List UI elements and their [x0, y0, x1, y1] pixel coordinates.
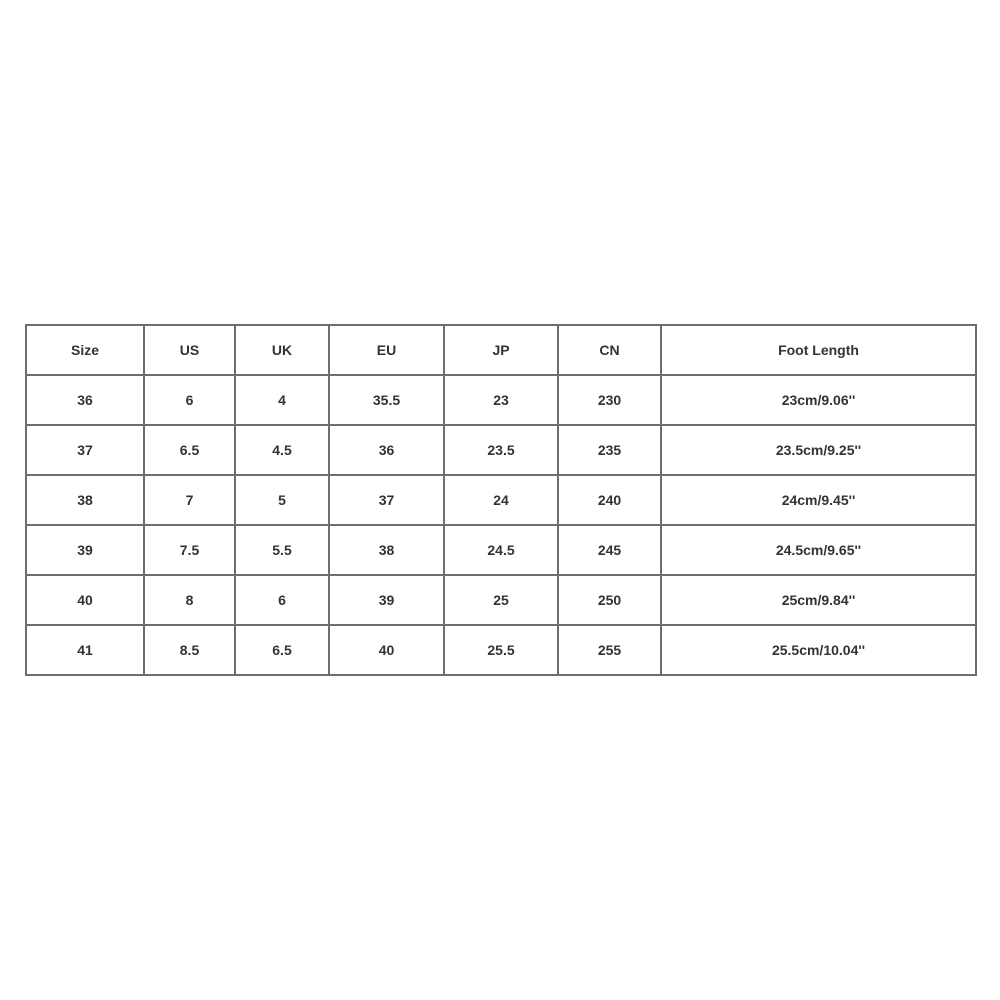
cell-us: 7: [144, 475, 235, 525]
cell-eu: 39: [329, 575, 444, 625]
table-row: [26, 625, 976, 675]
cell-jp: 25.5: [444, 625, 558, 675]
header-cn: CN: [558, 325, 661, 375]
cell-uk: 5: [235, 475, 329, 525]
header-jp: JP: [444, 325, 558, 375]
cell-cn: 230: [558, 375, 661, 425]
cell-eu: 36: [329, 425, 444, 475]
cell-size: 37: [26, 425, 144, 475]
header-eu: EU: [329, 325, 444, 375]
table-header-row: [26, 325, 976, 375]
cell-jp: 25: [444, 575, 558, 625]
cell-size: 41: [26, 625, 144, 675]
cell-foot-length: 23cm/9.06'': [661, 375, 976, 425]
cell-cn: 245: [558, 525, 661, 575]
cell-uk: 6: [235, 575, 329, 625]
cell-jp: 23.5: [444, 425, 558, 475]
cell-us: 6: [144, 375, 235, 425]
cell-us: 6.5: [144, 425, 235, 475]
table-row: [26, 375, 976, 425]
cell-foot-length: 23.5cm/9.25'': [661, 425, 976, 475]
cell-uk: 5.5: [235, 525, 329, 575]
header-foot-length: Foot Length: [661, 325, 976, 375]
cell-cn: 250: [558, 575, 661, 625]
table-row: [26, 425, 976, 475]
cell-size: 40: [26, 575, 144, 625]
cell-foot-length: 24cm/9.45'': [661, 475, 976, 525]
cell-uk: 6.5: [235, 625, 329, 675]
cell-cn: 255: [558, 625, 661, 675]
cell-size: 39: [26, 525, 144, 575]
header-uk: UK: [235, 325, 329, 375]
cell-foot-length: 25cm/9.84'': [661, 575, 976, 625]
table-row: [26, 525, 976, 575]
cell-uk: 4.5: [235, 425, 329, 475]
cell-jp: 23: [444, 375, 558, 425]
size-chart-table: [25, 324, 977, 676]
header-us: US: [144, 325, 235, 375]
cell-size: 38: [26, 475, 144, 525]
cell-eu: 40: [329, 625, 444, 675]
cell-us: 8: [144, 575, 235, 625]
cell-foot-length: 25.5cm/10.04'': [661, 625, 976, 675]
cell-size: 36: [26, 375, 144, 425]
cell-us: 7.5: [144, 525, 235, 575]
table-row: [26, 475, 976, 525]
header-size: Size: [26, 325, 144, 375]
cell-foot-length: 24.5cm/9.65'': [661, 525, 976, 575]
cell-cn: 240: [558, 475, 661, 525]
table-row: [26, 575, 976, 625]
cell-us: 8.5: [144, 625, 235, 675]
cell-uk: 4: [235, 375, 329, 425]
cell-eu: 38: [329, 525, 444, 575]
cell-cn: 235: [558, 425, 661, 475]
cell-jp: 24: [444, 475, 558, 525]
cell-jp: 24.5: [444, 525, 558, 575]
cell-eu: 35.5: [329, 375, 444, 425]
cell-eu: 37: [329, 475, 444, 525]
